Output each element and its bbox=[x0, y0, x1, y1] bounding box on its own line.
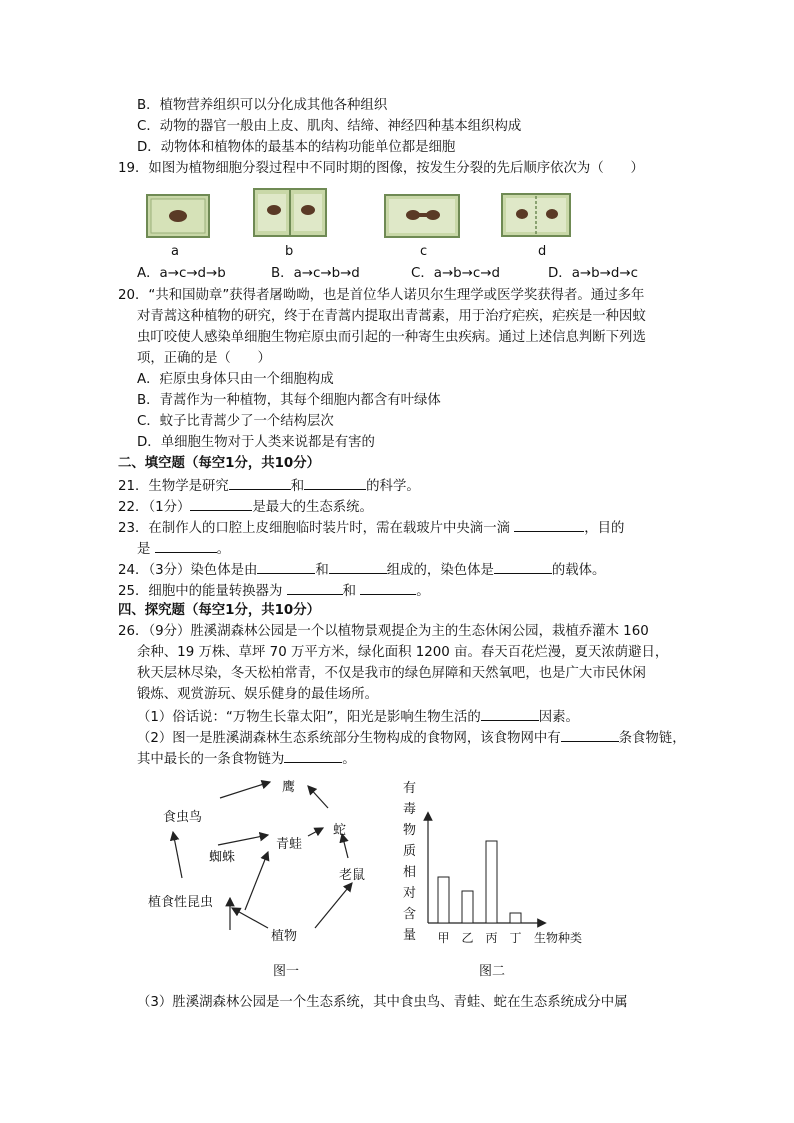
q21: 21．生物学是研究 和 的科学。 bbox=[118, 475, 420, 497]
x-tick-label: 丙 bbox=[485, 931, 498, 945]
x-tick-label: 乙 bbox=[461, 931, 474, 945]
foodweb-hawk: 鹰 bbox=[282, 780, 296, 795]
q19-option-d: D．a→b→d→c bbox=[548, 266, 638, 281]
q24: 24．（3分）染色体是由 和 组成的，染色体是 的载体。 bbox=[118, 559, 605, 581]
foodweb-spider: 蜘蛛 bbox=[209, 850, 236, 865]
q25-blank-1[interactable] bbox=[287, 580, 343, 595]
q20-stem-line4: 项，正确的是（ ） bbox=[137, 351, 271, 366]
section-fill-in-heading: 二、填空题（每空1分，共10分） bbox=[118, 456, 321, 471]
q26-blank-1[interactable] bbox=[481, 706, 539, 721]
q19-option-c: C．a→b→c→d bbox=[411, 266, 500, 281]
q26-stem-line2: 余种、19 万株、草坪 70 万平方米，绿化面积 1200 亩。春天百花烂漫，夏天浓荫避日， bbox=[137, 645, 669, 660]
q19-option-a: A．a→c→d→b bbox=[137, 266, 226, 281]
cell-label-c: c bbox=[420, 244, 428, 259]
q20-option-a: A．疟原虫身体只由一个细胞构成 bbox=[137, 372, 334, 387]
q24-blank-1[interactable] bbox=[257, 559, 315, 574]
q18-option-c: C．动物的器官一般由上皮、肌肉、结缔、神经四种基本组织构成 bbox=[137, 119, 522, 134]
q19-stem: 19．如图为植物细胞分裂过程中不同时期的图像，按发生分裂的先后顺序依次为（ ） bbox=[118, 161, 644, 176]
section-inquiry-heading: 四、探究题（每空1分，共10分） bbox=[118, 603, 321, 618]
q26-part2-line1: （2）图一是胜溪湖森林生态系统部分生物构成的食物网，该食物网中有 条食物链， bbox=[137, 727, 686, 749]
q20-stem-line2: 对青蒿这种植物的研究，终于在青蒿内提取出青蒿素，用于治疗疟疾，疟疾是一种因蚊 bbox=[137, 309, 646, 324]
q19-option-b: B．a→c→b→d bbox=[271, 266, 360, 281]
chart-ylabel: 有毒物质相对含量 bbox=[403, 781, 417, 943]
q20-option-d: D．单细胞生物对于人类来说都是有害的 bbox=[137, 435, 375, 450]
cell-image-c bbox=[383, 193, 463, 241]
cell-image-a bbox=[145, 192, 213, 242]
foodweb-insectivorous-bird: 食虫鸟 bbox=[163, 810, 203, 825]
q20-option-b: B．青蒿作为一种植物，其每个细胞内都含有叶绿体 bbox=[137, 393, 441, 408]
foodweb-frog: 青蛙 bbox=[276, 837, 303, 852]
q23-blank-1[interactable] bbox=[514, 517, 584, 532]
q26-blank-3[interactable] bbox=[284, 748, 342, 763]
bar-1 bbox=[438, 877, 449, 923]
q23-line1: 23．在制作人的口腔上皮细胞临时装片时，需在载玻片中央滴一滴 ，目的 bbox=[118, 517, 624, 539]
foodweb-plant: 植物 bbox=[271, 929, 298, 944]
q18-option-b: B．植物营养组织可以分化成其他各种组织 bbox=[137, 98, 388, 113]
q26-blank-2[interactable] bbox=[561, 727, 619, 742]
q25-blank-2[interactable] bbox=[360, 580, 416, 595]
q22-blank[interactable] bbox=[190, 496, 252, 511]
q21-blank-2[interactable] bbox=[304, 475, 366, 490]
bar-4 bbox=[510, 913, 521, 923]
cell-label-d: d bbox=[538, 244, 547, 259]
cell-image-b bbox=[252, 186, 330, 240]
q24-blank-3[interactable] bbox=[494, 559, 552, 574]
q23-line2: 是 。 bbox=[137, 538, 230, 560]
x-tick-label: 甲 bbox=[437, 931, 450, 945]
q23-blank-2[interactable] bbox=[155, 538, 217, 553]
foodweb-snake: 蛇 bbox=[333, 823, 347, 838]
q26-part3: （3）胜溪湖森林公园是一个生态系统，其中食虫鸟、青蛙、蛇在生态系统成分中属 bbox=[137, 995, 628, 1010]
q20-stem-line1: 20．“共和国勋章”获得者屠呦呦，也是首位华人诺贝尔生理学或医学奖获得者。通过多年 bbox=[118, 288, 645, 303]
bar-3 bbox=[486, 841, 497, 923]
q25: 25．细胞中的能量转换器为 和 。 bbox=[118, 580, 430, 602]
cell-label-b: b bbox=[285, 244, 294, 259]
bar-2 bbox=[462, 891, 473, 923]
cell-label-a: a bbox=[171, 244, 179, 259]
q24-blank-2[interactable] bbox=[329, 559, 387, 574]
q26-stem-line4: 锻炼、观赏游玩、娱乐健身的最佳场所。 bbox=[137, 687, 379, 702]
figure1-caption: 图一 bbox=[273, 964, 300, 979]
q26-stem-line3: 秋天层林尽染，冬天松柏常青，不仅是我市的绿色屏障和天然氧吧，也是广大市民休闲 bbox=[137, 666, 646, 681]
x-tick-label: 丁 bbox=[509, 931, 522, 945]
figure2-caption: 图二 bbox=[479, 964, 506, 979]
q22: 22．（1分） 是最大的生态系统。 bbox=[118, 496, 373, 518]
q26-part1: （1）俗话说：“万物生长靠太阳”，阳光是影响生物生活的 因素。 bbox=[137, 706, 579, 728]
q21-blank-1[interactable] bbox=[229, 475, 291, 490]
q20-stem-line3: 虫叮咬使人感染单细胞生物疟原虫而引起的一种寄生虫疾病。通过上述信息判断下列选 bbox=[137, 330, 646, 345]
chart-xlabel: 生物种类 bbox=[534, 931, 583, 945]
foodweb-mouse: 老鼠 bbox=[339, 868, 366, 883]
foodweb-herbivorous-insect: 植食性昆虫 bbox=[148, 895, 214, 910]
q26-stem-line1: 26．（9分）胜溪湖森林公园是一个以植物景观提企为主的生态休闲公园，栽植乔灌木 160 bbox=[118, 624, 649, 639]
q26-part2-line2: 其中最长的一条食物链为 。 bbox=[137, 748, 356, 770]
cell-image-d bbox=[500, 192, 574, 240]
q20-option-c: C．蚊子比青蒿少了一个结构层次 bbox=[137, 414, 334, 429]
q18-option-d: D．动物体和植物体的最基本的结构功能单位都是细胞 bbox=[137, 140, 456, 155]
